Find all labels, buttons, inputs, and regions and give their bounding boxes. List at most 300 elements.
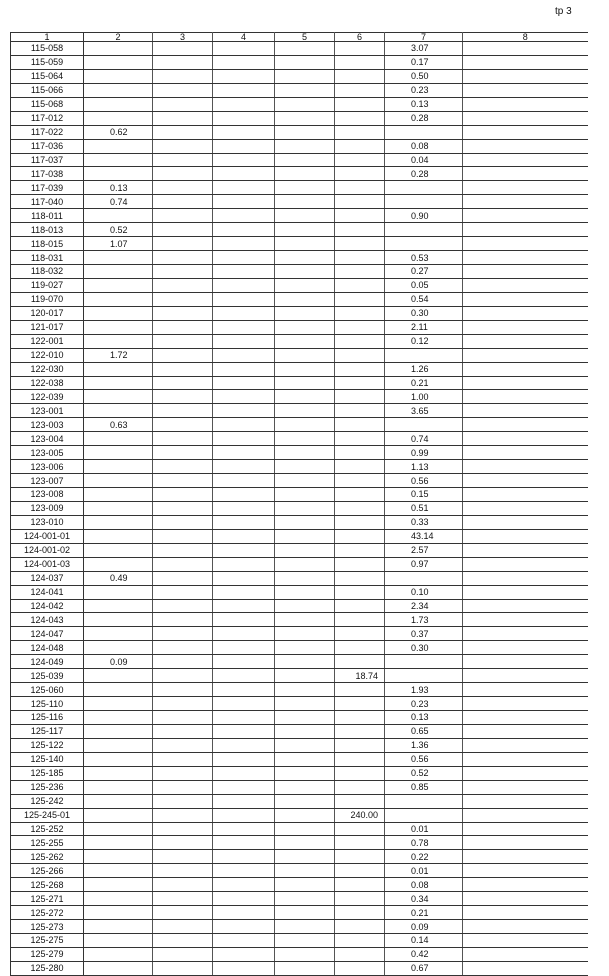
cell-c5 [275, 488, 335, 502]
cell-c3 [153, 181, 213, 195]
cell-c1: 124-048 [11, 641, 84, 655]
cell-c4 [213, 599, 275, 613]
cell-c2 [84, 306, 153, 320]
cell-c8 [463, 83, 588, 97]
table-row [11, 376, 588, 390]
cell-c7: 0.13 [385, 97, 463, 111]
cell-c6 [335, 515, 385, 529]
cell-c2 [84, 711, 153, 725]
table-row [11, 934, 588, 948]
cell-c3 [153, 780, 213, 794]
cell-c1: 125-271 [11, 892, 84, 906]
cell-c4 [213, 892, 275, 906]
cell-c7: 0.54 [385, 292, 463, 306]
cell-c3 [153, 724, 213, 738]
cell-c5 [275, 348, 335, 362]
table-row [11, 111, 588, 125]
cell-c5 [275, 780, 335, 794]
cell-c8 [463, 446, 588, 460]
cell-c7: 0.28 [385, 111, 463, 125]
cell-c1: 123-006 [11, 460, 84, 474]
cell-c2 [84, 613, 153, 627]
table-row [11, 488, 588, 502]
cell-c7: 0.33 [385, 515, 463, 529]
cell-c2 [84, 934, 153, 948]
cell-c7: 0.30 [385, 306, 463, 320]
cell-c3 [153, 251, 213, 265]
cell-c4 [213, 752, 275, 766]
cell-c8 [463, 557, 588, 571]
cell-c2 [84, 292, 153, 306]
table-row [11, 794, 588, 808]
column-header-5: 5 [275, 33, 335, 42]
cell-c7: 0.28 [385, 167, 463, 181]
cell-c8 [463, 864, 588, 878]
cell-c7: 2.34 [385, 599, 463, 613]
cell-c7: 0.01 [385, 822, 463, 836]
cell-c2 [84, 474, 153, 488]
cell-c8 [463, 167, 588, 181]
cell-c7 [385, 125, 463, 139]
cell-c6 [335, 251, 385, 265]
cell-c7: 0.08 [385, 139, 463, 153]
cell-c1: 115-059 [11, 55, 84, 69]
cell-c4 [213, 362, 275, 376]
cell-c2 [84, 404, 153, 418]
cell-c1: 117-040 [11, 195, 84, 209]
cell-c1: 119-027 [11, 278, 84, 292]
cell-c1: 125-280 [11, 961, 84, 975]
cell-c2 [84, 432, 153, 446]
cell-c5 [275, 850, 335, 864]
cell-c6 [335, 390, 385, 404]
cell-c3 [153, 265, 213, 279]
cell-c8 [463, 529, 588, 543]
cell-c5 [275, 181, 335, 195]
cell-c3 [153, 738, 213, 752]
cell-c4 [213, 432, 275, 446]
cell-c7 [385, 181, 463, 195]
cell-c5 [275, 766, 335, 780]
cell-c6 [335, 724, 385, 738]
cell-c4 [213, 571, 275, 585]
cell-c4 [213, 711, 275, 725]
cell-c5 [275, 251, 335, 265]
cell-c5 [275, 683, 335, 697]
cell-c2 [84, 111, 153, 125]
cell-c6 [335, 334, 385, 348]
cell-c1: 125-185 [11, 766, 84, 780]
cell-c2 [84, 446, 153, 460]
cell-c8 [463, 320, 588, 334]
cell-c1: 120-017 [11, 306, 84, 320]
cell-c7: 0.52 [385, 766, 463, 780]
cell-c3 [153, 167, 213, 181]
cell-c8 [463, 669, 588, 683]
cell-c1: 123-004 [11, 432, 84, 446]
cell-c2 [84, 209, 153, 223]
cell-c8 [463, 947, 588, 961]
cell-c2 [84, 864, 153, 878]
cell-c4 [213, 237, 275, 251]
cell-c4 [213, 209, 275, 223]
cell-c5 [275, 501, 335, 515]
cell-c6 [335, 878, 385, 892]
cell-c6 [335, 906, 385, 920]
cell-c1: 124-049 [11, 655, 84, 669]
cell-c2 [84, 822, 153, 836]
table-row [11, 320, 588, 334]
cell-c8 [463, 390, 588, 404]
table-row [11, 711, 588, 725]
cell-c6 [335, 501, 385, 515]
cell-c5 [275, 195, 335, 209]
cell-c4 [213, 655, 275, 669]
cell-c3 [153, 585, 213, 599]
cell-c7: 2.11 [385, 320, 463, 334]
cell-c3 [153, 348, 213, 362]
cell-c5 [275, 265, 335, 279]
cell-c8 [463, 153, 588, 167]
cell-c3 [153, 571, 213, 585]
cell-c1: 123-008 [11, 488, 84, 502]
cell-c7: 0.51 [385, 501, 463, 515]
cell-c1: 124-001-02 [11, 543, 84, 557]
cell-c8 [463, 125, 588, 139]
cell-c7: 0.53 [385, 251, 463, 265]
cell-c4 [213, 460, 275, 474]
table-row [11, 808, 588, 822]
cell-c1: 125-116 [11, 711, 84, 725]
cell-c6 [335, 167, 385, 181]
cell-c4 [213, 167, 275, 181]
cell-c3 [153, 683, 213, 697]
cell-c4 [213, 529, 275, 543]
table-row [11, 529, 588, 543]
cell-c5 [275, 529, 335, 543]
cell-c2: 0.74 [84, 195, 153, 209]
cell-c1: 125-242 [11, 794, 84, 808]
cell-c3 [153, 195, 213, 209]
cell-c5 [275, 669, 335, 683]
cell-c4 [213, 947, 275, 961]
cell-c5 [275, 223, 335, 237]
cell-c2 [84, 683, 153, 697]
cell-c1: 125-268 [11, 878, 84, 892]
cell-c4 [213, 906, 275, 920]
cell-c8 [463, 306, 588, 320]
cell-c1: 125-279 [11, 947, 84, 961]
cell-c1: 124-041 [11, 585, 84, 599]
cell-c7: 0.12 [385, 334, 463, 348]
cell-c4 [213, 83, 275, 97]
cell-c4 [213, 627, 275, 641]
cell-c2 [84, 961, 153, 975]
cell-c7: 0.42 [385, 947, 463, 961]
cell-c6 [335, 265, 385, 279]
table-row [11, 752, 588, 766]
table-row [11, 460, 588, 474]
cell-c8 [463, 711, 588, 725]
cell-c2 [84, 850, 153, 864]
cell-c3 [153, 794, 213, 808]
table-row [11, 613, 588, 627]
cell-c1: 124-042 [11, 599, 84, 613]
cell-c3 [153, 808, 213, 822]
cell-c6 [335, 557, 385, 571]
cell-c6 [335, 111, 385, 125]
cell-c7 [385, 794, 463, 808]
cell-c5 [275, 613, 335, 627]
cell-c8 [463, 878, 588, 892]
cell-c3 [153, 669, 213, 683]
cell-c2: 0.49 [84, 571, 153, 585]
cell-c4 [213, 251, 275, 265]
cell-c4 [213, 223, 275, 237]
cell-c2 [84, 752, 153, 766]
cell-c2 [84, 599, 153, 613]
cell-c6 [335, 529, 385, 543]
cell-c6 [335, 55, 385, 69]
cell-c4 [213, 822, 275, 836]
cell-c4 [213, 446, 275, 460]
cell-c1: 118-032 [11, 265, 84, 279]
cell-c8 [463, 683, 588, 697]
cell-c1: 122-039 [11, 390, 84, 404]
cell-c4 [213, 278, 275, 292]
cell-c6 [335, 446, 385, 460]
cell-c6 [335, 920, 385, 934]
cell-c8 [463, 724, 588, 738]
cell-c2 [84, 529, 153, 543]
cell-c3 [153, 125, 213, 139]
cell-c6 [335, 320, 385, 334]
cell-c6 [335, 766, 385, 780]
cell-c7: 0.67 [385, 961, 463, 975]
header-row [11, 33, 588, 42]
table-row [11, 265, 588, 279]
cell-c5 [275, 167, 335, 181]
cell-c6 [335, 139, 385, 153]
table-row [11, 181, 588, 195]
cell-c3 [153, 460, 213, 474]
table-row [11, 390, 588, 404]
cell-c5 [275, 125, 335, 139]
cell-c3 [153, 292, 213, 306]
cell-c7 [385, 348, 463, 362]
cell-c3 [153, 404, 213, 418]
cell-c6 [335, 934, 385, 948]
cell-c7: 0.56 [385, 752, 463, 766]
cell-c8 [463, 348, 588, 362]
cell-c8 [463, 822, 588, 836]
cell-c5 [275, 599, 335, 613]
cell-c7: 0.14 [385, 934, 463, 948]
table-row [11, 237, 588, 251]
cell-c6 [335, 641, 385, 655]
cell-c1: 125-273 [11, 920, 84, 934]
cell-c3 [153, 418, 213, 432]
cell-c8 [463, 794, 588, 808]
cell-c3 [153, 920, 213, 934]
cell-c6 [335, 947, 385, 961]
page-label: tp 3 [555, 6, 572, 17]
cell-c7 [385, 655, 463, 669]
data-table [10, 32, 588, 976]
cell-c1: 122-001 [11, 334, 84, 348]
cell-c7: 0.08 [385, 878, 463, 892]
table-row [11, 766, 588, 780]
cell-c1: 119-070 [11, 292, 84, 306]
table-row [11, 947, 588, 961]
cell-c3 [153, 69, 213, 83]
cell-c6 [335, 780, 385, 794]
cell-c6 [335, 195, 385, 209]
cell-c8 [463, 404, 588, 418]
cell-c1: 125-272 [11, 906, 84, 920]
cell-c2 [84, 738, 153, 752]
cell-c8 [463, 892, 588, 906]
cell-c6: 240.00 [335, 808, 385, 822]
cell-c4 [213, 934, 275, 948]
cell-c7: 0.15 [385, 488, 463, 502]
cell-c7: 0.09 [385, 920, 463, 934]
cell-c6 [335, 460, 385, 474]
cell-c5 [275, 641, 335, 655]
cell-c7: 43.14 [385, 529, 463, 543]
cell-c5 [275, 139, 335, 153]
cell-c3 [153, 223, 213, 237]
cell-c6 [335, 822, 385, 836]
table-row [11, 69, 588, 83]
table-row [11, 153, 588, 167]
cell-c8 [463, 571, 588, 585]
cell-c6 [335, 237, 385, 251]
cell-c5 [275, 418, 335, 432]
cell-c7 [385, 418, 463, 432]
table-row [11, 334, 588, 348]
cell-c3 [153, 892, 213, 906]
cell-c4 [213, 153, 275, 167]
table-row [11, 878, 588, 892]
cell-c7: 0.56 [385, 474, 463, 488]
cell-c3 [153, 836, 213, 850]
cell-c4 [213, 766, 275, 780]
cell-c2 [84, 920, 153, 934]
cell-c7: 3.65 [385, 404, 463, 418]
cell-c6 [335, 683, 385, 697]
cell-c2 [84, 892, 153, 906]
cell-c3 [153, 543, 213, 557]
cell-c6 [335, 306, 385, 320]
cell-c8 [463, 920, 588, 934]
cell-c2 [84, 376, 153, 390]
cell-c5 [275, 292, 335, 306]
cell-c5 [275, 752, 335, 766]
cell-c5 [275, 404, 335, 418]
cell-c5 [275, 97, 335, 111]
table-row [11, 697, 588, 711]
cell-c8 [463, 460, 588, 474]
cell-c1: 125-236 [11, 780, 84, 794]
cell-c7: 1.36 [385, 738, 463, 752]
cell-c6 [335, 585, 385, 599]
cell-c3 [153, 529, 213, 543]
cell-c6 [335, 655, 385, 669]
cell-c5 [275, 738, 335, 752]
cell-c7: 0.05 [385, 278, 463, 292]
cell-c5 [275, 697, 335, 711]
cell-c5 [275, 822, 335, 836]
cell-c4 [213, 641, 275, 655]
column-header-1: 1 [11, 33, 84, 42]
cell-c6 [335, 404, 385, 418]
cell-c5 [275, 543, 335, 557]
cell-c4 [213, 697, 275, 711]
cell-c1: 125-039 [11, 669, 84, 683]
cell-c4 [213, 418, 275, 432]
cell-c3 [153, 878, 213, 892]
column-header-4: 4 [213, 33, 275, 42]
cell-c3 [153, 752, 213, 766]
cell-c8 [463, 209, 588, 223]
cell-c6 [335, 278, 385, 292]
cell-c2 [84, 97, 153, 111]
cell-c4 [213, 139, 275, 153]
table-row [11, 557, 588, 571]
cell-c8 [463, 432, 588, 446]
cell-c5 [275, 153, 335, 167]
cell-c7: 0.22 [385, 850, 463, 864]
cell-c5 [275, 515, 335, 529]
table-row [11, 585, 588, 599]
table-row [11, 418, 588, 432]
column-header-3: 3 [153, 33, 213, 42]
cell-c4 [213, 543, 275, 557]
cell-c6 [335, 752, 385, 766]
cell-c5 [275, 474, 335, 488]
cell-c1: 123-010 [11, 515, 84, 529]
cell-c3 [153, 209, 213, 223]
cell-c4 [213, 850, 275, 864]
cell-c2 [84, 878, 153, 892]
table-row [11, 404, 588, 418]
cell-c4 [213, 111, 275, 125]
cell-c3 [153, 111, 213, 125]
cell-c1: 118-011 [11, 209, 84, 223]
cell-c3 [153, 139, 213, 153]
cell-c3 [153, 432, 213, 446]
cell-c7: 0.34 [385, 892, 463, 906]
cell-c3 [153, 362, 213, 376]
table-row [11, 738, 588, 752]
cell-c6 [335, 961, 385, 975]
cell-c5 [275, 961, 335, 975]
cell-c1: 118-031 [11, 251, 84, 265]
cell-c6 [335, 571, 385, 585]
cell-c8 [463, 418, 588, 432]
cell-c7 [385, 669, 463, 683]
cell-c8 [463, 906, 588, 920]
cell-c5 [275, 42, 335, 56]
table-row [11, 641, 588, 655]
cell-c5 [275, 864, 335, 878]
cell-c3 [153, 627, 213, 641]
cell-c2 [84, 69, 153, 83]
table-row [11, 446, 588, 460]
cell-c3 [153, 153, 213, 167]
cell-c8 [463, 195, 588, 209]
